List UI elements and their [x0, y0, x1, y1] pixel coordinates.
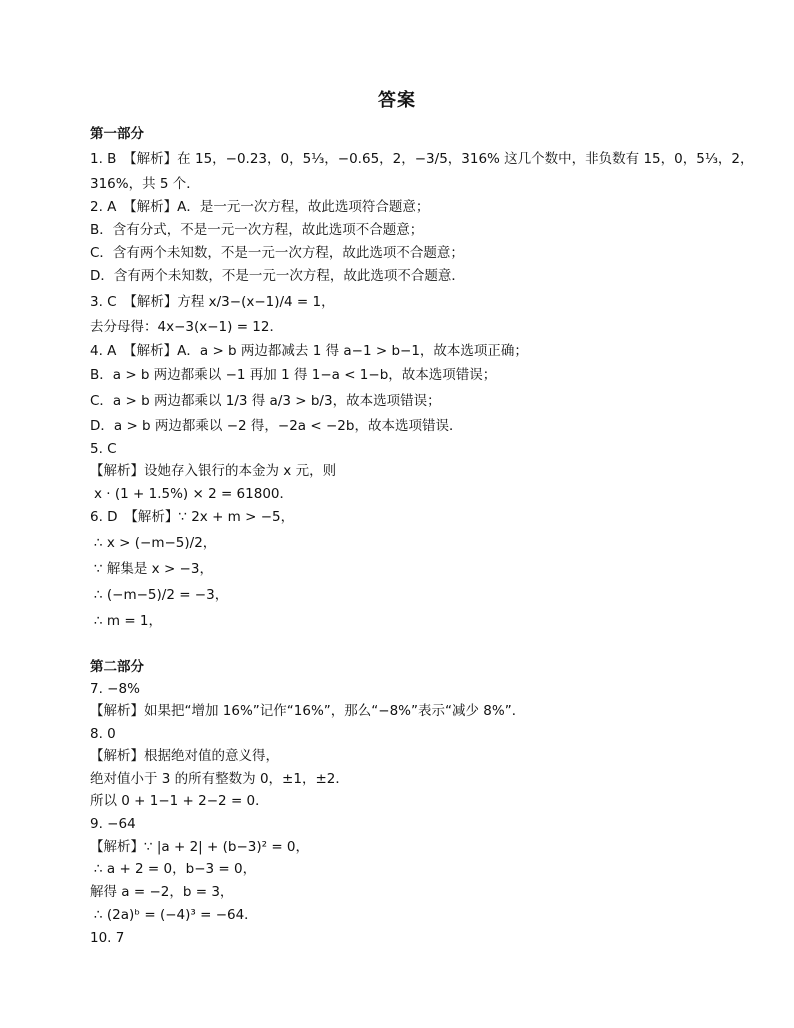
- answer-line: C．含有两个未知数，不是一元一次方程，故此选项不合题意；: [90, 245, 464, 261]
- answer-line: D．含有两个未知数，不是一元一次方程，故此选项不合题意．: [90, 268, 465, 284]
- answer-line: 4. A 【解析】A．a > b 两边都减去 1 得 a−1 > b−1，故本选项正确；: [90, 343, 528, 359]
- answer-line: 6. D 【解析】∵ 2x + m > −5，: [90, 509, 295, 525]
- answer-line: 解得 a = −2，b = 3，: [90, 884, 234, 900]
- answer-line: 8. 0: [90, 726, 116, 742]
- answer-line: 9. −64: [90, 816, 136, 832]
- answer-line: C．a > b 两边都乘以 1/3 得 a/3 > b/3，故本选项错误；: [90, 393, 441, 409]
- section-heading-part-1: 第一部分: [90, 126, 144, 142]
- answer-line: 所以 0 + 1−1 + 2−2 = 0．: [90, 793, 269, 809]
- answer-line: 【解析】如果把“增加 16%”记作“16%”，那么“−8%”表示“减少 8%”．: [90, 703, 526, 719]
- section-heading-part-2: 第二部分: [90, 659, 144, 675]
- answer-line: 绝对值小于 3 的所有整数为 0，±1，±2．: [90, 771, 349, 787]
- answer-line: ∴ x > (−m−5)/2，: [94, 535, 217, 551]
- answer-line: B．a > b 两边都乘以 −1 再加 1 得 1−a < 1−b，故本选项错误；: [90, 367, 497, 383]
- answer-line: 7. −8%: [90, 681, 140, 697]
- answer-line: 【解析】设她存入银行的本金为 x 元，则: [90, 463, 337, 479]
- answer-line: B．含有分式，不是一元一次方程，故此选项不合题意；: [90, 222, 424, 238]
- answer-line: 3. C 【解析】方程 x/3−(x−1)/4 = 1，: [90, 294, 335, 310]
- answer-line: D．a > b 两边都乘以 −2 得，−2a < −2b，故本选项错误．: [90, 418, 463, 434]
- answer-line: 2. A 【解析】A．是一元一次方程，故此选项符合题意；: [90, 199, 430, 215]
- answer-line: x · (1 + 1.5%) × 2 = 61800．: [94, 486, 293, 502]
- answer-line: 1. B 【解析】在 15，−0.23，0，5⅓，−0.65，2，−3/5，316% 这几个数中，非负数有 15，0，5⅓，2，: [90, 151, 754, 167]
- answer-line: ∴ m = 1，: [94, 613, 163, 629]
- answer-line: 10. 7: [90, 930, 125, 946]
- answer-line: ∴ (−m−5)/2 = −3，: [94, 587, 229, 603]
- answer-line: 5. C: [90, 441, 117, 457]
- answer-line: 去分母得：4x−3(x−1) = 12．: [90, 319, 283, 335]
- page-title: 答案: [378, 90, 416, 111]
- answer-line: ∵ 解集是 x > −3，: [94, 561, 213, 577]
- answer-line: ∴ (2a)ᵇ = (−4)³ = −64．: [94, 907, 258, 923]
- answer-line: ∴ a + 2 = 0，b−3 = 0，: [94, 861, 257, 877]
- answer-line: 【解析】∵ |a + 2| + (b−3)² = 0，: [90, 839, 310, 855]
- answer-line: 316%，共 5 个．: [90, 176, 200, 192]
- answer-line: 【解析】根据绝对值的意义得，: [90, 748, 279, 764]
